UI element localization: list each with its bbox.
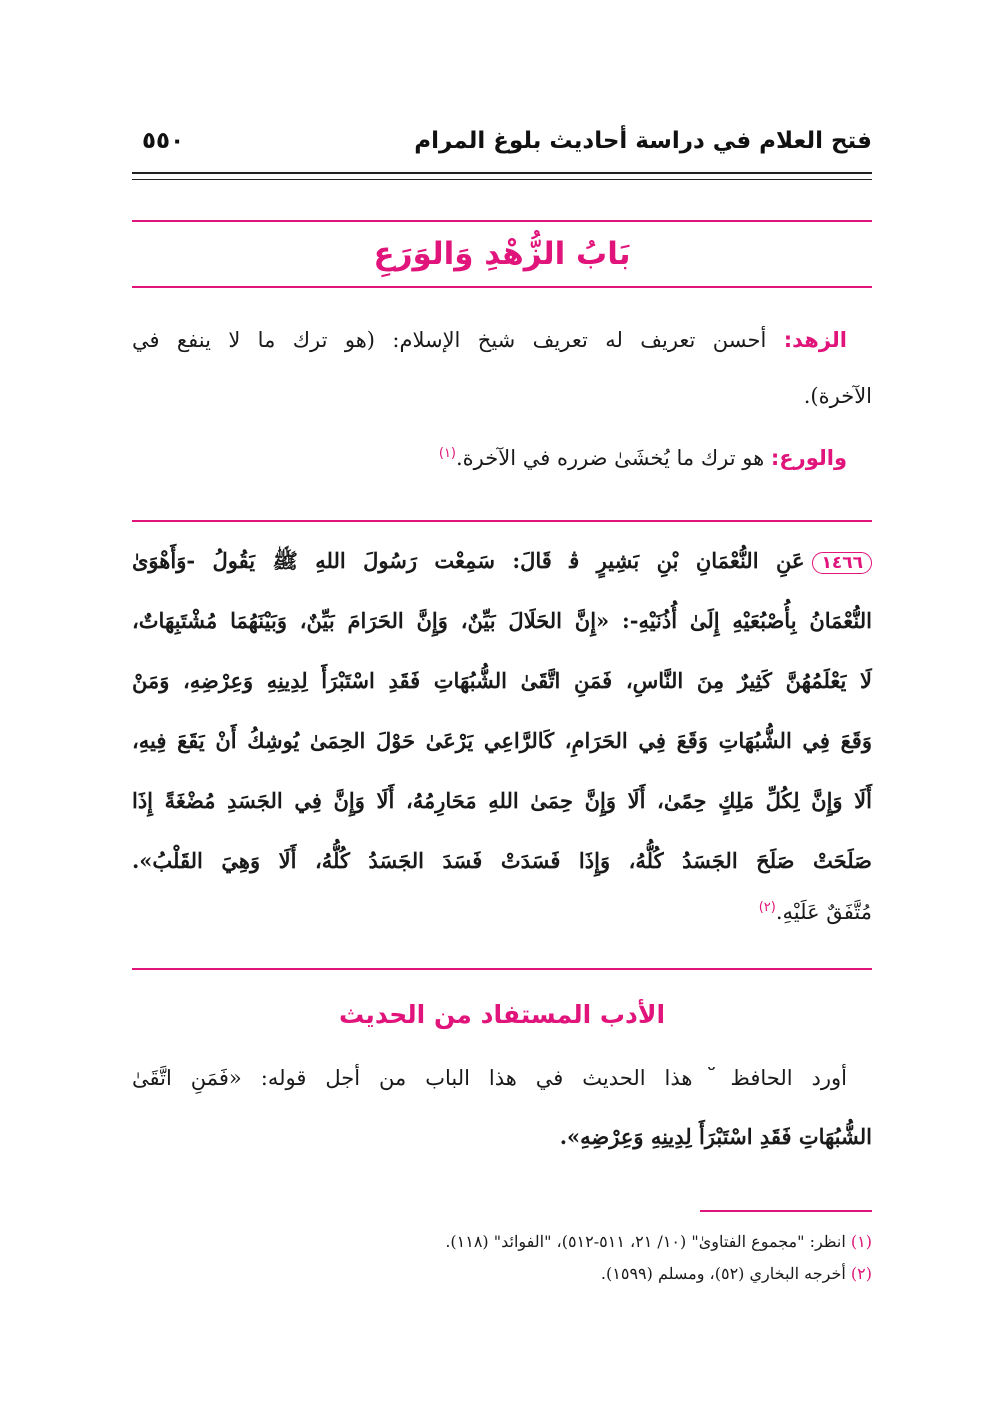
page-number: ٥٥٠ (142, 128, 185, 154)
hadith-source-text: مُتَّفَقٌ عَلَيْهِ. (775, 900, 872, 924)
section-title: الأدب المستفاد من الحديث (338, 1000, 666, 1029)
wara-definition (132, 446, 847, 470)
hadith-line-4: وَقَعَ فِي الشُّبُهَاتِ وَقَعَ فِي الحَرَامِ، كَالرَّاعِي يَرْعَىٰ حَوْلَ الحِمَىٰ يُوشِكُ أَنْ يَقَعَ فِيهِ، (132, 728, 872, 753)
zuhd-term: الزهد: (783, 328, 847, 352)
zuhd-definition (132, 328, 847, 352)
footnote-ref-2: (٢) (758, 900, 776, 915)
definitions-block (132, 328, 872, 468)
hadith-rule-bottom (132, 968, 872, 970)
hadith-source (132, 900, 872, 924)
commentary-line-1: أورد الحافظ ﬞ هذا الحديث في هذا الباب من أجل قوله: «فَمَنِ اتَّقَىٰ (132, 1066, 847, 1090)
zuhd-definition-cont: الآخرة). (803, 384, 872, 408)
footnote-1 (132, 1232, 872, 1251)
hadith-rule-top (132, 520, 872, 522)
hadith-line-2: النُّعْمَانُ بِأُصْبُعَيْهِ إِلَىٰ أُذُنَيْهِ-: «إِنَّ الحَلَالَ بَيِّنٌ، وَإِنَّ الحَرَامَ بَيِّنٌ، وَبَيْنَهُمَا مُشْتَبِهَاتٌ، (132, 608, 872, 633)
footnote-1-text: انظر: "مجموع الفتاوىٰ" (١٠/ ٢١، ٥١١-٥١٢)، "الفوائد" (١١٨). (445, 1232, 846, 1251)
header-rule-thick (132, 172, 872, 174)
wara-term: والورع: (770, 446, 847, 470)
zuhd-text: أحسن تعريف له تعريف شيخ الإسلام: (هو ترك ما لا ينفع في (132, 328, 767, 352)
footnote-separator (700, 1210, 872, 1212)
footnote-1-number: (١) (850, 1232, 872, 1251)
footnote-2-number: (٢) (850, 1264, 872, 1283)
chapter-rule-bottom (132, 286, 872, 288)
running-title: فتح العلام في دراسة أحاديث بلوغ المرام (414, 128, 872, 154)
hadith-line-5: أَلَا وَإِنَّ لِكُلِّ مَلِكٍ حِمًىٰ، أَلَا وَإِنَّ حِمَىٰ اللهِ مَحَارِمُهُ، أَلَا وَإِنَّ فِي الجَسَدِ مُضْغَةً إِذَا (132, 788, 872, 813)
hadith-line-3: لَا يَعْلَمُهُنَّ كَثِيرٌ مِنَ النَّاسِ، فَمَنِ اتَّقَىٰ الشُّبُهَاتِ فَقَدِ اسْتَبْرَأَ لِدِينِهِ وَعِرْضِهِ، وَمَنْ (132, 668, 872, 693)
footnote-2-text: أخرجه البخاري (٥٢)، ومسلم (١٥٩٩). (600, 1264, 846, 1283)
footnote-ref-1: (١) (438, 446, 456, 461)
hadith-text-1: عَنِ النُّعْمَانِ بْنِ بَشِيرٍ ﭬ قَالَ: سَمِعْت رَسُولَ اللهِ ﷺ يَقُولُ -وَأَهْوَىٰ (132, 548, 805, 573)
chapter-rule-top (132, 220, 872, 222)
hadith-line-1 (132, 548, 872, 579)
hadith-number-badge: ١٤٦٦ (812, 552, 872, 574)
commentary-line-2: الشُّبُهَاتِ فَقَدِ اسْتَبْرَأَ لِدِينِهِ وَعِرْضِهِ». (559, 1124, 872, 1149)
footnote-2 (132, 1264, 872, 1283)
header-rule-thin (132, 179, 872, 180)
wara-text: هو ترك ما يُخشَىٰ ضرره في الآخرة. (456, 446, 765, 470)
commentary-block (132, 1066, 872, 1176)
chapter-title: بَابُ الزُّهْدِ وَالوَرَعِ (373, 236, 631, 272)
hadith-block (132, 548, 872, 938)
page-header (132, 128, 872, 164)
hadith-line-6: صَلَحَتْ صَلَحَ الجَسَدُ كُلُّهُ، وَإِذَا فَسَدَتْ فَسَدَ الجَسَدُ كُلُّهُ، أَلَا وَهِيَ القَلْبُ». (132, 848, 872, 873)
